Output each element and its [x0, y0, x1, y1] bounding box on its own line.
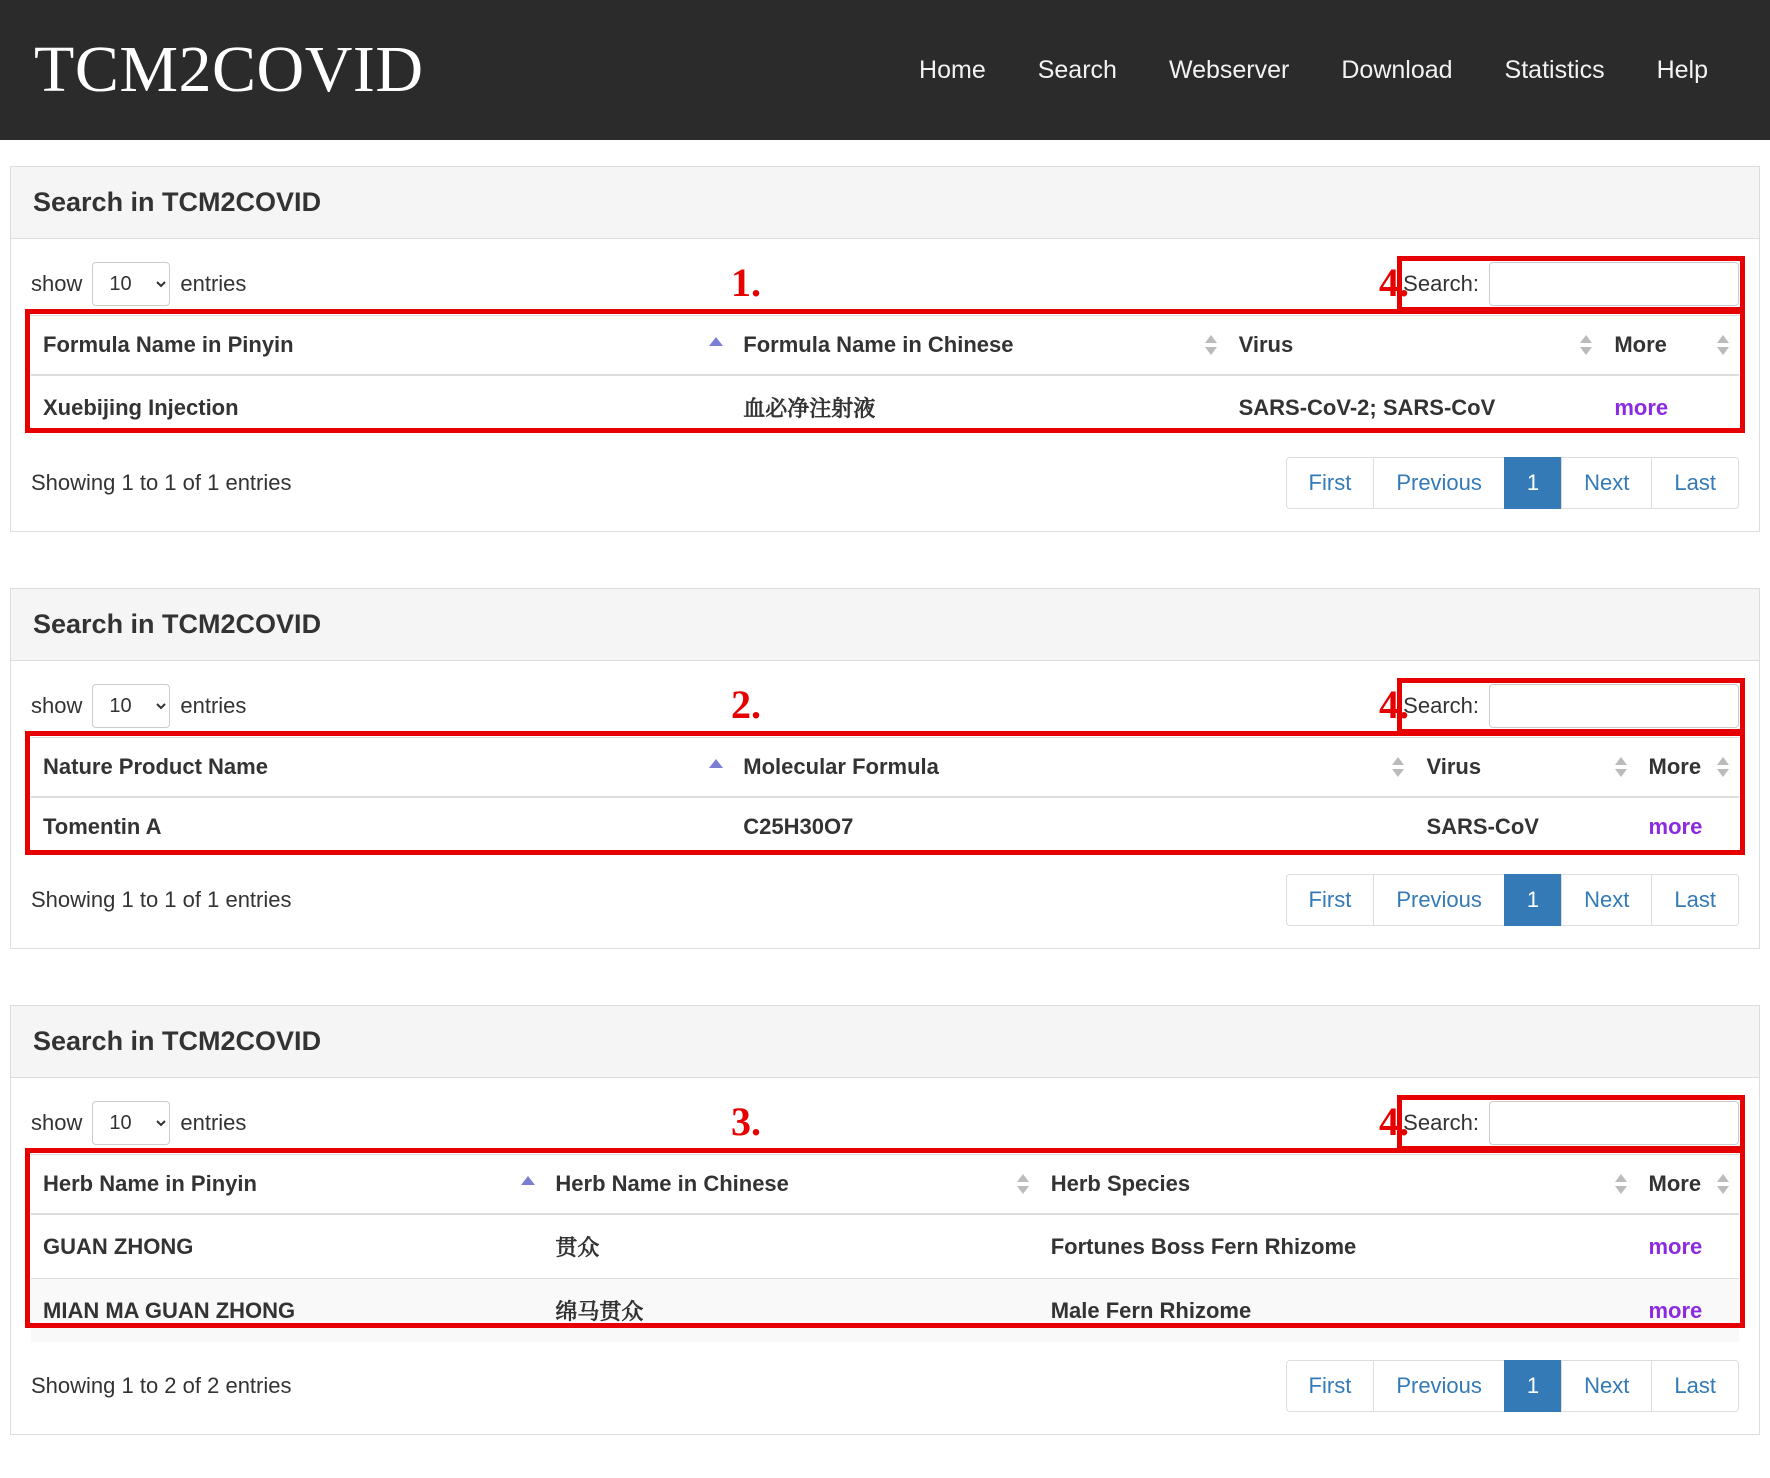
table-footer — [31, 856, 1739, 926]
table-row — [31, 1279, 1739, 1343]
col-label: Molecular Formula — [743, 754, 939, 779]
col-label: More — [1648, 754, 1702, 779]
panel-nature-product-search — [10, 588, 1760, 949]
table-controls — [31, 1092, 1739, 1154]
annotation-4-panel3: 4. — [1379, 1099, 1409, 1144]
sort-ascending-icon — [709, 757, 721, 777]
page-previous-button[interactable]: Previous — [1373, 874, 1505, 926]
col-herb-species[interactable] — [1039, 1155, 1637, 1215]
cell-more — [1637, 1279, 1740, 1343]
panel-formula-search — [10, 166, 1760, 532]
col-label: Nature Product Name — [43, 754, 268, 779]
annotation-2: 2. — [731, 682, 761, 727]
table-row — [31, 375, 1739, 439]
table-header-row — [31, 316, 1739, 376]
annotation-3: 3. — [731, 1099, 761, 1144]
nav-webserver[interactable]: Webserver — [1168, 55, 1290, 84]
sort-both-icon — [1615, 1174, 1627, 1194]
search-label: Search: — [1403, 693, 1479, 718]
col-more[interactable] — [1637, 1155, 1740, 1215]
panel-body — [11, 1078, 1759, 1434]
nav-search[interactable]: Search — [1037, 55, 1117, 84]
col-label: Virus — [1426, 754, 1482, 779]
col-label: More — [1648, 1171, 1702, 1196]
entries-length-control — [31, 1101, 246, 1145]
annotation-4-panel2: 4. — [1379, 682, 1409, 727]
pagination — [1287, 874, 1739, 926]
table-footer — [31, 439, 1739, 509]
cell-virus: SARS-CoV — [1414, 797, 1636, 856]
page-first-button[interactable]: First — [1286, 1360, 1375, 1412]
nature-product-results-table — [31, 737, 1739, 856]
cell-herb-species: Male Fern Rhizome — [1039, 1279, 1637, 1343]
search-input[interactable] — [1489, 1101, 1739, 1145]
sort-both-icon — [1580, 335, 1592, 355]
panel-heading — [11, 589, 1759, 661]
col-virus[interactable] — [1227, 316, 1603, 376]
table-body — [31, 1214, 1739, 1342]
table-search-control — [1403, 262, 1739, 306]
table-head — [31, 738, 1739, 798]
annotation-1: 1. — [731, 260, 761, 305]
col-label: Formula Name in Pinyin — [43, 332, 294, 357]
col-more[interactable] — [1602, 316, 1739, 376]
nav-help[interactable]: Help — [1656, 55, 1708, 84]
cell-nature-product-name: Tomentin A — [31, 797, 731, 856]
sort-both-icon — [1717, 335, 1729, 355]
cell-herb-name-chinese: 绵马贯众 — [543, 1279, 1038, 1343]
cell-herb-name-pinyin: MIAN MA GUAN ZHONG — [31, 1279, 543, 1343]
page-title: Search in TCM2COVID — [33, 609, 322, 639]
page-last-button[interactable]: Last — [1651, 874, 1739, 926]
page-number-button[interactable]: 1 — [1504, 1360, 1562, 1412]
entries-select[interactable] — [92, 1101, 170, 1145]
page-number-button[interactable]: 1 — [1504, 457, 1562, 509]
sort-both-icon — [1392, 757, 1404, 777]
sort-ascending-icon — [709, 335, 721, 355]
table-info: Showing 1 to 1 of 1 entries — [31, 470, 292, 495]
page-first-button[interactable]: First — [1286, 457, 1375, 509]
page-next-button[interactable]: Next — [1561, 874, 1652, 926]
more-link[interactable]: more — [1648, 1233, 1703, 1259]
page-last-button[interactable]: Last — [1651, 457, 1739, 509]
col-formula-name-chinese[interactable] — [731, 316, 1226, 376]
entries-label: entries — [180, 693, 247, 718]
annotation-4-panel1: 4. — [1379, 260, 1409, 305]
more-link[interactable]: more — [1648, 1297, 1703, 1323]
page-next-button[interactable]: Next — [1561, 1360, 1652, 1412]
table-head — [31, 1155, 1739, 1215]
panel-body — [11, 239, 1759, 531]
show-label: show — [31, 693, 83, 718]
page-number-button[interactable]: 1 — [1504, 874, 1562, 926]
col-label: Formula Name in Chinese — [743, 332, 1014, 357]
col-formula-name-pinyin[interactable] — [31, 316, 731, 376]
col-label: Herb Name in Pinyin — [43, 1171, 257, 1196]
sort-both-icon — [1205, 335, 1217, 355]
nav-statistics[interactable]: Statistics — [1504, 55, 1605, 84]
page-title: Search in TCM2COVID — [33, 1026, 322, 1056]
nav-links — [893, 46, 1734, 95]
table-search-control — [1403, 684, 1739, 728]
nav-download[interactable]: Download — [1341, 55, 1453, 84]
table-body — [31, 375, 1739, 439]
page-title: Search in TCM2COVID — [33, 187, 322, 217]
search-input[interactable] — [1489, 684, 1739, 728]
show-label: show — [31, 271, 83, 296]
entries-length-control — [31, 684, 246, 728]
cell-herb-name-pinyin: GUAN ZHONG — [31, 1214, 543, 1279]
panel-herb-search — [10, 1005, 1760, 1435]
cell-herb-name-chinese: 贯众 — [543, 1214, 1038, 1279]
col-label: Virus — [1238, 332, 1294, 357]
formula-results-table — [31, 315, 1739, 439]
table-search-control — [1403, 1101, 1739, 1145]
cell-formula-name-pinyin: Xuebijing Injection — [31, 375, 731, 439]
search-label: Search: — [1403, 1110, 1479, 1135]
cell-virus: SARS-CoV-2; SARS-CoV — [1227, 375, 1603, 439]
col-herb-name-pinyin[interactable] — [31, 1155, 543, 1215]
panel-body — [11, 661, 1759, 948]
table-head — [31, 316, 1739, 376]
entries-length-control — [31, 262, 246, 306]
col-more[interactable] — [1637, 738, 1739, 798]
table-info: Showing 1 to 2 of 2 entries — [31, 1373, 292, 1398]
search-label: Search: — [1403, 271, 1479, 296]
show-label: show — [31, 1110, 83, 1135]
entries-select[interactable] — [92, 684, 170, 728]
cell-more — [1637, 797, 1739, 856]
table-controls — [31, 675, 1739, 737]
page-previous-button[interactable]: Previous — [1373, 457, 1505, 509]
entries-label: entries — [180, 1110, 247, 1135]
table-header-row — [31, 738, 1739, 798]
entries-select[interactable] — [92, 262, 170, 306]
top-navbar — [0, 0, 1770, 140]
page-next-button[interactable]: Next — [1561, 457, 1652, 509]
sort-both-icon — [1615, 757, 1627, 777]
col-herb-name-chinese[interactable] — [543, 1155, 1038, 1215]
pagination — [1287, 457, 1739, 509]
table-header-row — [31, 1155, 1739, 1215]
table-info: Showing 1 to 1 of 1 entries — [31, 887, 292, 912]
sort-both-icon — [1017, 1174, 1029, 1194]
cell-formula-name-chinese: 血必净注射液 — [731, 375, 1226, 439]
cell-more — [1637, 1214, 1740, 1279]
sort-ascending-icon — [521, 1174, 533, 1194]
pagination — [1287, 1360, 1739, 1412]
col-molecular-formula[interactable] — [731, 738, 1414, 798]
col-nature-product-name[interactable] — [31, 738, 731, 798]
cell-molecular-formula: C25H30O7 — [731, 797, 1414, 856]
page-first-button[interactable]: First — [1286, 874, 1375, 926]
col-virus[interactable] — [1414, 738, 1636, 798]
site-brand[interactable]: TCM2COVID — [34, 33, 424, 106]
entries-label: entries — [180, 271, 247, 296]
page-previous-button[interactable]: Previous — [1373, 1360, 1505, 1412]
herb-results-table — [31, 1154, 1739, 1342]
table-row — [31, 1214, 1739, 1279]
sort-both-icon — [1717, 1174, 1729, 1194]
table-controls — [31, 253, 1739, 315]
cell-more — [1602, 375, 1739, 439]
cell-herb-species: Fortunes Boss Fern Rhizome — [1039, 1214, 1637, 1279]
col-label: Herb Species — [1050, 1171, 1191, 1196]
page-last-button[interactable]: Last — [1651, 1360, 1739, 1412]
col-label: More — [1614, 332, 1667, 357]
more-link[interactable]: more — [1614, 394, 1669, 420]
table-footer — [31, 1342, 1739, 1412]
panel-heading — [11, 1006, 1759, 1078]
page-content — [0, 166, 1770, 1435]
table-row — [31, 797, 1739, 856]
search-input[interactable] — [1489, 262, 1739, 306]
col-label: Herb Name in Chinese — [555, 1171, 789, 1196]
more-link[interactable]: more — [1648, 814, 1703, 839]
nav-home[interactable]: Home — [919, 55, 986, 84]
panel-heading — [11, 167, 1759, 239]
table-body — [31, 797, 1739, 856]
sort-both-icon — [1717, 757, 1729, 777]
